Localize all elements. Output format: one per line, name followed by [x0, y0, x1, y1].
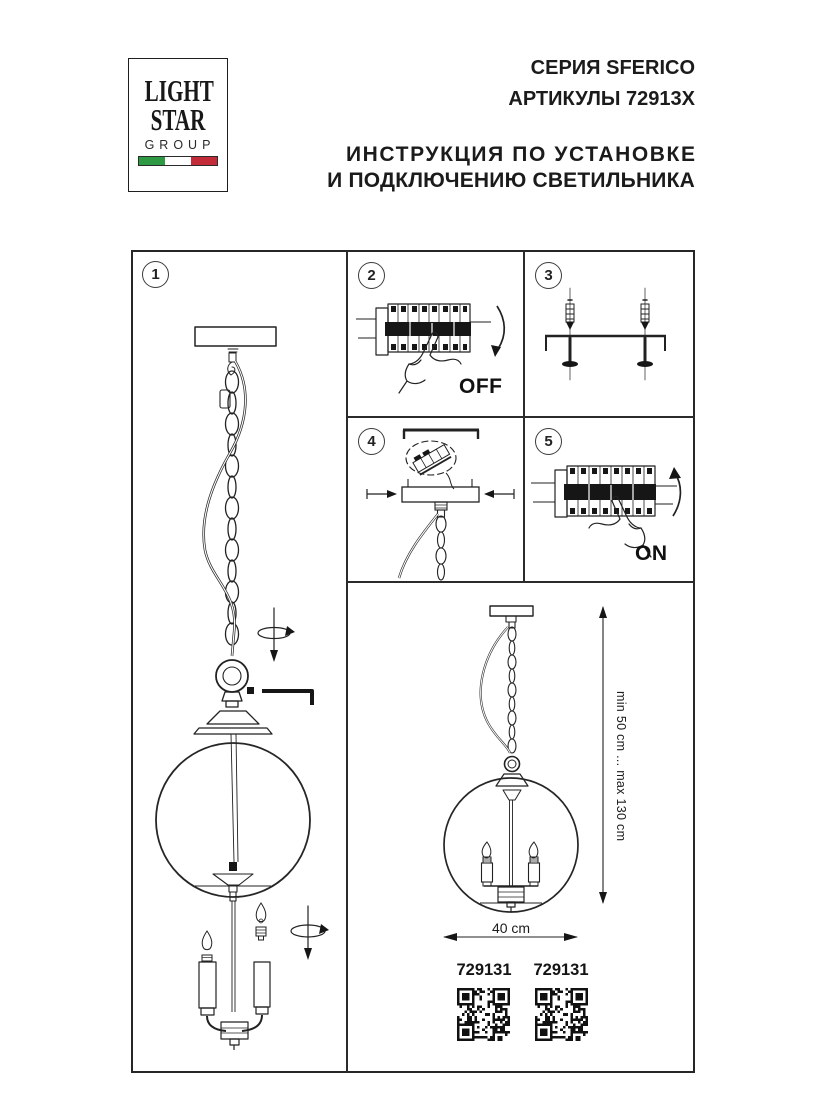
qr-code-left	[457, 988, 510, 1041]
qr-code-right	[535, 988, 588, 1041]
candle-bulb	[529, 842, 540, 886]
step-5-badge	[535, 428, 562, 455]
circuit-breaker	[356, 304, 491, 355]
logo-word-group: GROUP	[144, 137, 216, 152]
step-2-badge	[358, 262, 385, 289]
instruction-line-1: ИНСТРУКЦИЯ ПО УСТАНОВКЕ	[345, 143, 697, 166]
diameter-dimension-label: 40 cm	[491, 920, 531, 936]
lightstar-logo	[128, 58, 228, 192]
rotate-arrow-icon	[258, 608, 295, 662]
assembled-lamp-diagram	[346, 581, 695, 1073]
logo-word-star: STAR	[150, 101, 206, 137]
height-dimension-line	[599, 606, 607, 904]
rotate-arrow-icon	[291, 906, 329, 960]
step1-pendant-diagram	[131, 250, 346, 1073]
circuit-breaker	[531, 466, 677, 517]
height-dimension-label: min 50 cm ... max 130 cm	[614, 691, 628, 842]
allen-key-icon	[247, 687, 312, 705]
step-1-number: 1	[151, 266, 160, 283]
on-label: ON	[635, 542, 668, 565]
logo-word-light: LIGHT	[144, 73, 214, 108]
articles-title: АРТИКУЛЫ 72913X	[508, 88, 695, 110]
turn-on-arrow	[673, 473, 680, 516]
article-code-left: 729131	[456, 961, 512, 979]
suspension-ring	[216, 660, 248, 707]
lamp-body	[199, 962, 270, 1050]
candle-bulb	[256, 903, 266, 940]
flag-red	[191, 157, 217, 165]
candle-bulb	[482, 842, 493, 886]
step-3-number: 3	[544, 267, 553, 284]
series-title: СЕРИЯ SFERICO	[530, 57, 695, 79]
terminal-block-icon	[411, 441, 451, 475]
flag-green	[139, 157, 165, 165]
turn-off-arrow	[497, 306, 504, 349]
step-4-number: 4	[367, 433, 376, 450]
screw-anchor-icon	[562, 288, 578, 380]
step-3-badge	[535, 262, 562, 289]
italian-flag-bar	[138, 156, 218, 166]
candle-bulb	[202, 931, 212, 961]
instruction-line-2: И ПОДКЛЮЧЕНИЮ СВЕТИЛЬНИКА	[327, 169, 695, 192]
step-5-number: 5	[544, 433, 553, 450]
step-1-badge	[142, 261, 169, 288]
push-arrows	[367, 489, 514, 499]
screw-anchor-icon	[637, 288, 653, 380]
off-label: OFF	[459, 375, 503, 398]
step-2-number: 2	[367, 267, 376, 284]
article-code-right: 729131	[533, 961, 589, 979]
flag-white	[165, 157, 191, 165]
lamp-body	[484, 886, 538, 912]
mounting-plate	[402, 487, 479, 502]
instruction-panel	[131, 250, 695, 1073]
step-4-badge	[358, 428, 385, 455]
